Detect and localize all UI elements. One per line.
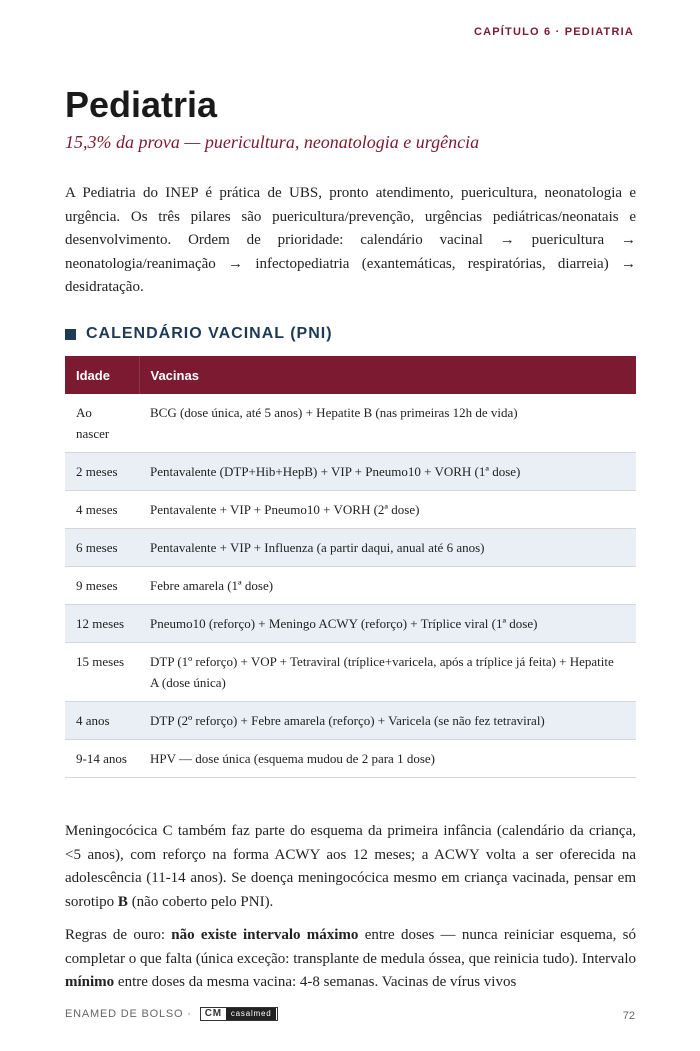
table-cell-age: 15 meses (65, 643, 139, 702)
footer-text: ENAMED DE BOLSO · (65, 1008, 192, 1020)
page-title: Pediatria (65, 84, 218, 125)
para1-text-a: Meningocócica C também faz parte do esquema da primeira infância (calendário da criança, <5 anos), com reforço na forma ACWY aos 12 meses; a ACWY volta a ser oferecida na adolescência (11-14 anos). Se doença meningocócica mesmo em criança vacinada, pensar em sorotipo (65, 823, 636, 910)
table-header-age: Idade (65, 356, 139, 394)
table-cell-age: 9-14 anos (65, 740, 139, 778)
table-cell-vaccines: Pentavalente + VIP + Pneumo10 + VORH (2ª dose) (139, 491, 636, 529)
running-head: CAPÍTULO 6 · PEDIATRIA (473, 26, 634, 38)
table-row (65, 567, 636, 605)
page-subtitle: 15,3% da prova — puericultura, neonatologia e urgência (65, 132, 480, 152)
para2-bold-min: mínimo (65, 974, 115, 990)
para1-bold-serotype: B (117, 893, 128, 910)
table-cell-vaccines: DTP (2º reforço) + Febre amarela (reforço) + Varicela (se não fez tetraviral) (139, 702, 636, 740)
logo-brand: casalmed (226, 1008, 277, 1020)
table-cell-age: Ao nascer (65, 394, 139, 453)
para2-text-c: entre doses — nunca reiniciar esquema, só completar o que falta (única exceção: transplante de medula óssea, que reinicia tudo). Intervalo (65, 927, 636, 967)
para1-text-c: (não coberto pelo PNI). (127, 893, 274, 910)
table-header-vaccines: Vacinas (139, 356, 636, 394)
table-cell-age: 4 meses (65, 491, 139, 529)
table-cell-vaccines: HPV — dose única (esquema mudou de 2 para 1 dose) (139, 740, 636, 778)
table-cell-vaccines: Febre amarela (1ª dose) (139, 567, 636, 605)
vaccine-table (65, 356, 636, 778)
table-row (65, 702, 636, 740)
meningococcal-paragraph (65, 820, 636, 914)
table-row (65, 529, 636, 567)
table-cell-age: 4 anos (65, 702, 139, 740)
table-cell-vaccines: Pneumo10 (reforço) + Meningo ACWY (reforço) + Tríplice viral (1ª dose) (139, 605, 636, 643)
casalmed-logo (200, 1007, 279, 1021)
table-cell-age: 2 meses (65, 453, 139, 491)
table-cell-age: 12 meses (65, 605, 139, 643)
golden-rules-paragraph (65, 924, 636, 994)
table-cell-age: 9 meses (65, 567, 139, 605)
footer-brand (65, 1007, 278, 1021)
table-row (65, 491, 636, 529)
table-cell-vaccines: Pentavalente (DTP+Hib+HepB) + VIP + Pneumo10 + VORH (1ª dose) (139, 453, 636, 491)
section-heading (65, 325, 333, 343)
table-row (65, 453, 636, 491)
table-cell-vaccines: BCG (dose única, até 5 anos) + Hepatite B (nas primeiras 12h de vida) (139, 394, 636, 453)
intro-paragraph: A Pediatria do INEP é prática de UBS, pronto atendimento, puericultura, neonatologia e urgência. Os três pilares são puericultura/prevenção, urgências pediátricas/neonatais e desenvolvimento. Ordem de prioridade: calendário vacinal → puericultura → neonatologia/reanimação → infectopediatria (exantemáticas, respiratórias, diarreia) → desidratação. (65, 185, 636, 295)
table-row (65, 605, 636, 643)
logo-cm: CM (204, 1008, 222, 1019)
para2-text-e: entre doses da mesma vacina: 4-8 semanas. Vacinas de vírus vivos (114, 974, 517, 990)
para2-bold-max-interval: não existe intervalo máximo (171, 927, 359, 943)
page-number: 72 (622, 1010, 635, 1022)
table-row (65, 740, 636, 778)
table-cell-age: 6 meses (65, 529, 139, 567)
section-heading-text: CALENDÁRIO VACINAL (PNI) (86, 325, 333, 342)
table-cell-vaccines: Pentavalente + VIP + Influenza (a partir daqui, anual até 6 anos) (139, 529, 636, 567)
table-row (65, 643, 636, 702)
section-square-icon (65, 329, 76, 340)
table-header-row (65, 356, 636, 394)
table-cell-vaccines: DTP (1º reforço) + VOP + Tetraviral (tríplice+varicela, após a tríplice já feita) + Hepatite A (dose única) (139, 643, 636, 702)
para2-text-a: Regras de ouro: (65, 927, 172, 943)
table-row (65, 394, 636, 453)
